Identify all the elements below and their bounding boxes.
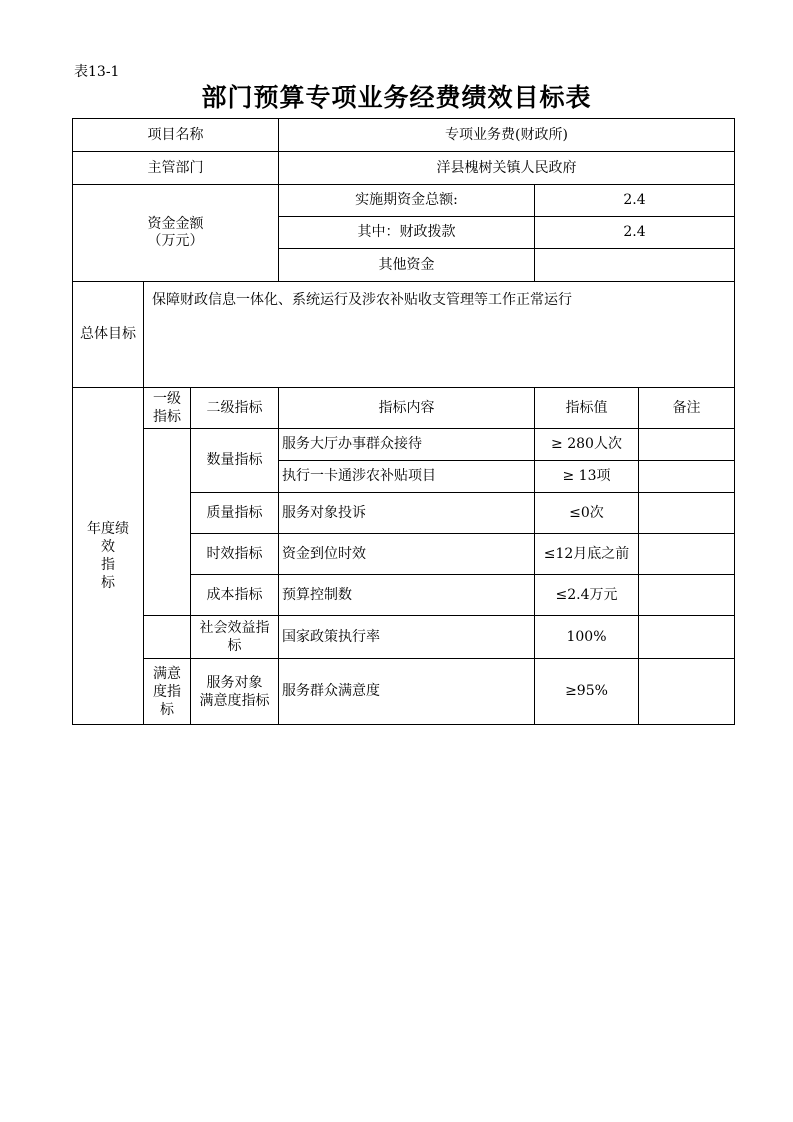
- funds-label-cell: [73, 185, 279, 282]
- timeliness-content: 资金到位时效: [279, 534, 535, 575]
- annual-label-line1: 年度绩: [87, 521, 129, 537]
- satisfaction-level1-line3: 标: [160, 701, 174, 718]
- funds-total-label: 实施期资金总额:: [279, 185, 535, 217]
- social-name-line1: 社会效益指: [199, 620, 270, 636]
- project-name-label: 项目名称: [73, 119, 279, 152]
- department-row: [73, 152, 735, 185]
- funds-other-label: 其他资金: [279, 249, 535, 282]
- annual-label-line4: 标: [101, 575, 115, 591]
- social-level1: [144, 616, 191, 659]
- quantity-row-1: [73, 429, 735, 461]
- quantity-1-content: 服务大厅办事群众接待: [279, 429, 535, 461]
- quantity-name: 数量指标: [191, 429, 279, 493]
- timeliness-name: 时效指标: [191, 534, 279, 575]
- overall-goal-label: 总体目标: [73, 282, 144, 388]
- output-level1-cell: [144, 429, 191, 616]
- quantity-1-remark: [639, 429, 735, 461]
- social-remark: [639, 616, 735, 659]
- header-level1-line1: 一级: [153, 391, 181, 407]
- department-value: 洋县槐树关镇人民政府: [279, 152, 735, 185]
- page-title: 部门预算专项业务经费绩效目标表: [201, 83, 592, 112]
- quantity-2-remark: [639, 461, 735, 493]
- overall-goal-text: 保障财政信息一体化、系统运行及涉农补贴收支管理等工作正常运行: [144, 282, 735, 388]
- funds-label-line2: （万元）: [147, 233, 204, 249]
- funds-total-row: [73, 185, 735, 217]
- header-level1-line2: 指标: [153, 409, 181, 425]
- satisfaction-name: [191, 659, 279, 725]
- funds-label-line1: 资金金额: [147, 216, 204, 232]
- satisfaction-remark: [639, 659, 735, 725]
- quality-name: 质量指标: [191, 493, 279, 534]
- annual-label-line2: 效: [101, 539, 115, 555]
- quantity-2-value: ≥ 13项: [535, 461, 639, 493]
- funds-other-value: [535, 249, 735, 282]
- satisfaction-name-line1: 服务对象: [206, 674, 263, 691]
- header-level2: 二级指标: [191, 388, 279, 429]
- annual-label-cell: [73, 388, 144, 725]
- department-label: 主管部门: [73, 152, 279, 185]
- social-row: [73, 616, 735, 659]
- social-content: 国家政策执行率: [279, 616, 535, 659]
- satisfaction-value: ≥95%: [535, 659, 639, 725]
- annual-label-line3: 指: [101, 557, 115, 573]
- quality-value: ≤0次: [535, 493, 639, 534]
- header-content: 指标内容: [279, 388, 535, 429]
- project-name-value: 专项业务费(财政所): [279, 119, 735, 152]
- quality-remark: [639, 493, 735, 534]
- satisfaction-name-line2: 满意度指标: [199, 692, 270, 709]
- social-value: 100%: [535, 616, 639, 659]
- performance-table: [72, 118, 735, 725]
- social-name: [191, 616, 279, 659]
- project-row: [73, 119, 735, 152]
- cost-content: 预算控制数: [279, 575, 535, 616]
- header-remark: 备注: [639, 388, 735, 429]
- quantity-2-content: 执行一卡通涉农补贴项目: [279, 461, 535, 493]
- social-name-line2: 标: [227, 638, 242, 654]
- funds-fiscal-value: 2.4: [535, 217, 735, 249]
- quantity-1-value: ≥ 280人次: [535, 429, 639, 461]
- satisfaction-row: [73, 659, 735, 725]
- table-label: 表13-1: [74, 64, 120, 80]
- timeliness-remark: [639, 534, 735, 575]
- header-level1: [144, 388, 191, 429]
- timeliness-value: ≤12月底之前: [535, 534, 639, 575]
- cost-name: 成本指标: [191, 575, 279, 616]
- quality-content: 服务对象投诉: [279, 493, 535, 534]
- overall-goal-row: [73, 282, 735, 388]
- indicator-header-row: [73, 388, 735, 429]
- funds-total-value: 2.4: [535, 185, 735, 217]
- funds-fiscal-label: 其中：财政拨款: [279, 217, 535, 249]
- satisfaction-level1: [144, 659, 191, 725]
- satisfaction-content: 服务群众满意度: [279, 659, 535, 725]
- satisfaction-level1-line1: 满意: [153, 665, 181, 682]
- satisfaction-level1-line2: 度指: [153, 683, 181, 700]
- cost-value: ≤2.4万元: [535, 575, 639, 616]
- header-value: 指标值: [535, 388, 639, 429]
- cost-remark: [639, 575, 735, 616]
